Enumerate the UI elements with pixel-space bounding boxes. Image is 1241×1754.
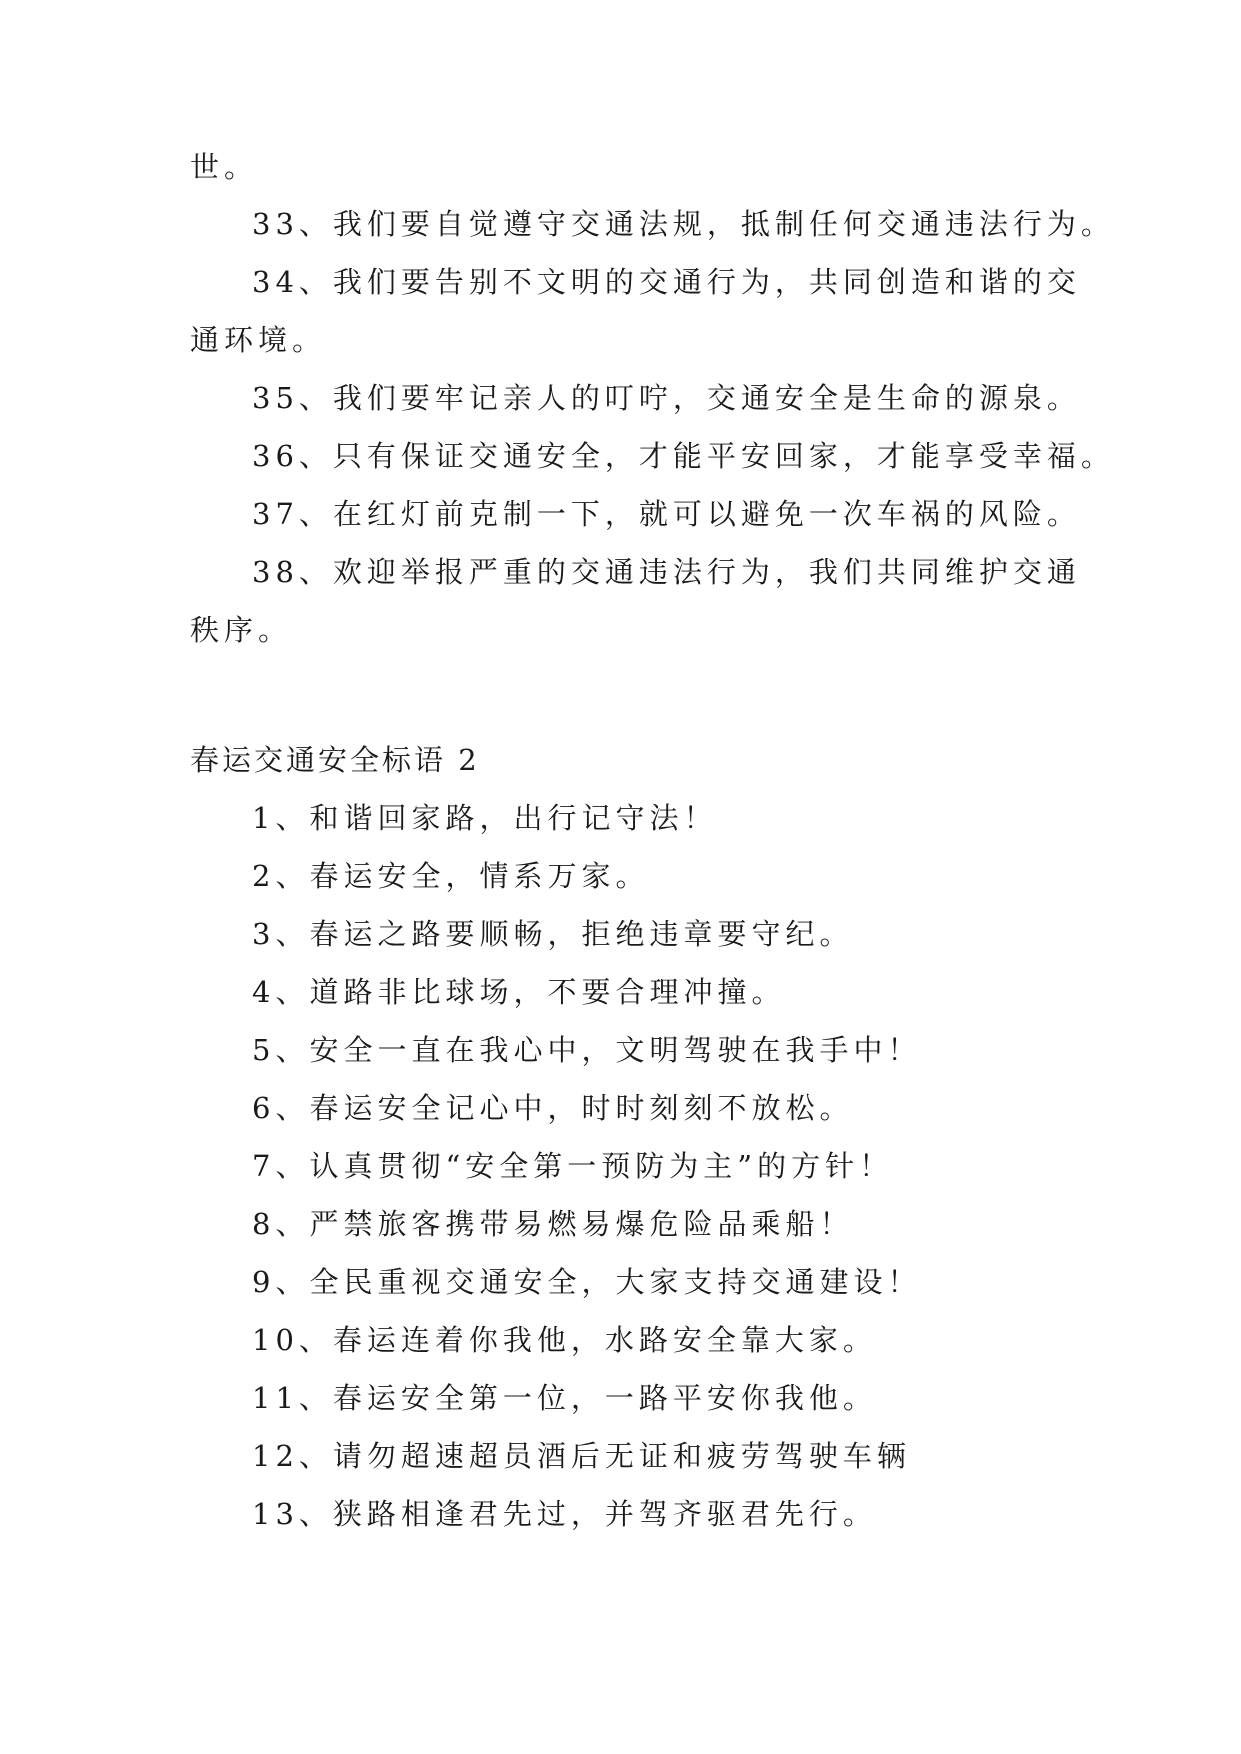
slogan-item: 3、春运之路要顺畅，拒绝违章要守纪。 [252,917,854,951]
slogan-item-continuation: 秩序。 [190,613,293,647]
slogan-item: 35、我们要牢记亲人的叮咛，交通安全是生命的源泉。 [252,381,1081,415]
slogan-item: 13、狭路相逢君先过，并驾齐驱君先行。 [252,1497,877,1531]
slogan-item: 5、安全一直在我心中，文明驾驶在我手中！ [252,1033,922,1067]
slogan-item: 6、春运安全记心中，时时刻刻不放松。 [252,1091,854,1125]
slogan-item: 1、和谐回家路，出行记守法！ [252,801,718,835]
slogan-item: 2、春运安全，情系万家。 [252,859,650,893]
slogan-item: 12、请勿超速超员酒后无证和疲劳驾驶车辆 [252,1439,911,1473]
section-heading: 春运交通安全标语 2 [190,743,480,777]
slogan-item: 33、我们要自觉遵守交通法规，抵制任何交通违法行为。 [252,207,1115,241]
slogan-item: 4、道路非比球场，不要合理冲撞。 [252,975,786,1009]
slogan-item: 10、春运连着你我他，水路安全靠大家。 [252,1323,877,1357]
continuation-text: 世。 [190,150,259,184]
slogan-item-continuation: 通环境。 [190,323,327,357]
slogan-item: 9、全民重视交通安全，大家支持交通建设！ [252,1265,922,1299]
slogan-item: 8、严禁旅客携带易燃易爆危险品乘船！ [252,1207,854,1241]
slogan-item: 7、认真贯彻“安全第一预防为主”的方针！ [252,1149,894,1183]
slogan-item: 37、在红灯前克制一下，就可以避免一次车祸的风险。 [252,497,1081,531]
slogan-item: 36、只有保证交通安全，才能平安回家，才能享受幸福。 [252,439,1115,473]
slogan-item: 11、春运安全第一位，一路平安你我他。 [252,1381,877,1415]
slogan-item: 38、欢迎举报严重的交通违法行为，我们共同维护交通 [252,555,1081,589]
slogan-item: 34、我们要告别不文明的交通行为，共同创造和谐的交 [252,265,1081,299]
